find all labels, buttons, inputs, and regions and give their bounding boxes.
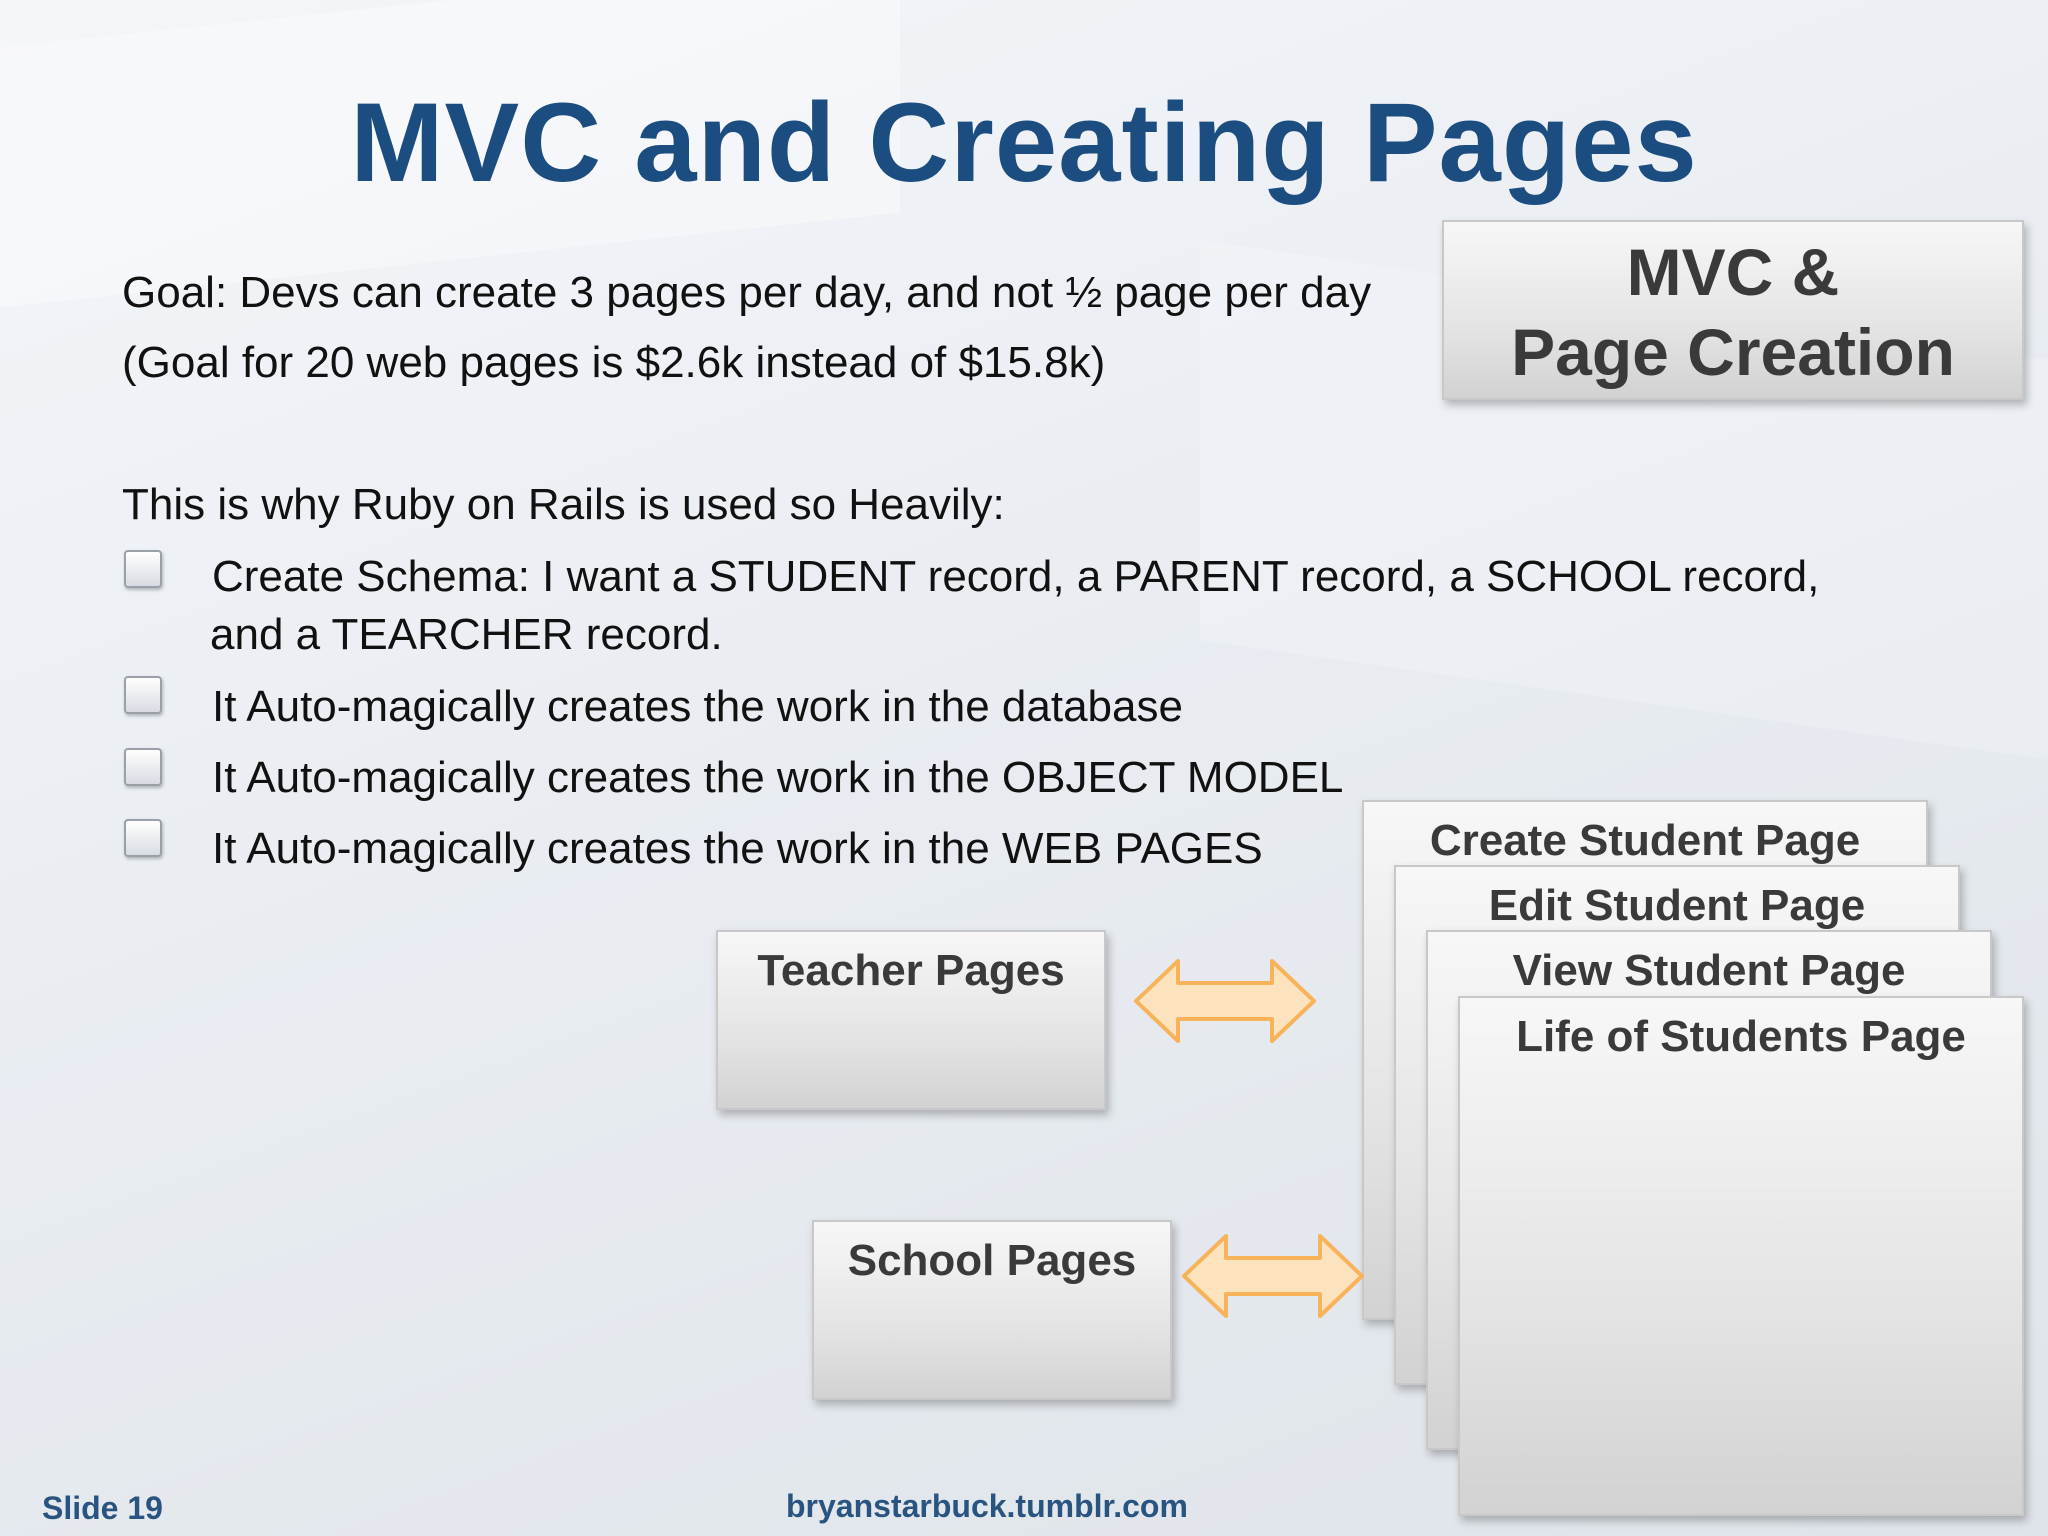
student-page-card-label: Create Student Page: [1429, 816, 1861, 865]
double-arrow-shape: [1136, 961, 1314, 1041]
checkbox-icon: [124, 550, 162, 588]
goal-line-1: Goal: Devs can create 3 pages per day, and not ½ page per day: [122, 268, 1372, 317]
bullet-text: and a TEARCHER record.: [210, 610, 723, 659]
section-badge-line1: MVC &: [1626, 235, 1840, 309]
school-pages-box: [812, 1220, 1172, 1400]
why-heading: This is why Ruby on Rails is used so Heavily:: [122, 480, 1005, 529]
double-arrow-shape: [1184, 1236, 1362, 1316]
teacher-pages-label: Teacher Pages: [757, 946, 1065, 995]
school-pages-label: School Pages: [847, 1236, 1137, 1285]
section-badge: [1442, 220, 2024, 400]
bullet-text: It Auto-magically creates the work in the WEB PAGES: [212, 824, 1263, 873]
student-page-card: [1458, 996, 2024, 1516]
student-page-card-label: Life of Students Page: [1516, 1012, 1966, 1061]
footer-url: bryanstarbuck.tumblr.com: [786, 1488, 1188, 1524]
double-arrow-icon: [1180, 1230, 1366, 1322]
student-page-card-label: View Student Page: [1512, 946, 1906, 995]
bullet-text: Create Schema: I want a STUDENT record, a PARENT record, a SCHOOL record,: [212, 552, 1820, 601]
student-page-card-label: Edit Student Page: [1488, 881, 1866, 930]
slide-title: MVC and Creating Pages: [350, 80, 1698, 205]
double-arrow-icon: [1132, 955, 1318, 1047]
slide-number: Slide 19: [42, 1490, 163, 1526]
section-badge-line2: Page Creation: [1511, 315, 1955, 389]
goal-line-2: (Goal for 20 web pages is $2.6k instead of $15.8k): [122, 338, 1106, 387]
checkbox-icon: [124, 748, 162, 786]
checkbox-icon: [124, 819, 162, 857]
checkbox-icon: [124, 676, 162, 714]
bullet-text: It Auto-magically creates the work in the OBJECT MODEL: [212, 753, 1344, 802]
bullet-text: It Auto-magically creates the work in the database: [212, 682, 1183, 731]
teacher-pages-box: [716, 930, 1106, 1110]
